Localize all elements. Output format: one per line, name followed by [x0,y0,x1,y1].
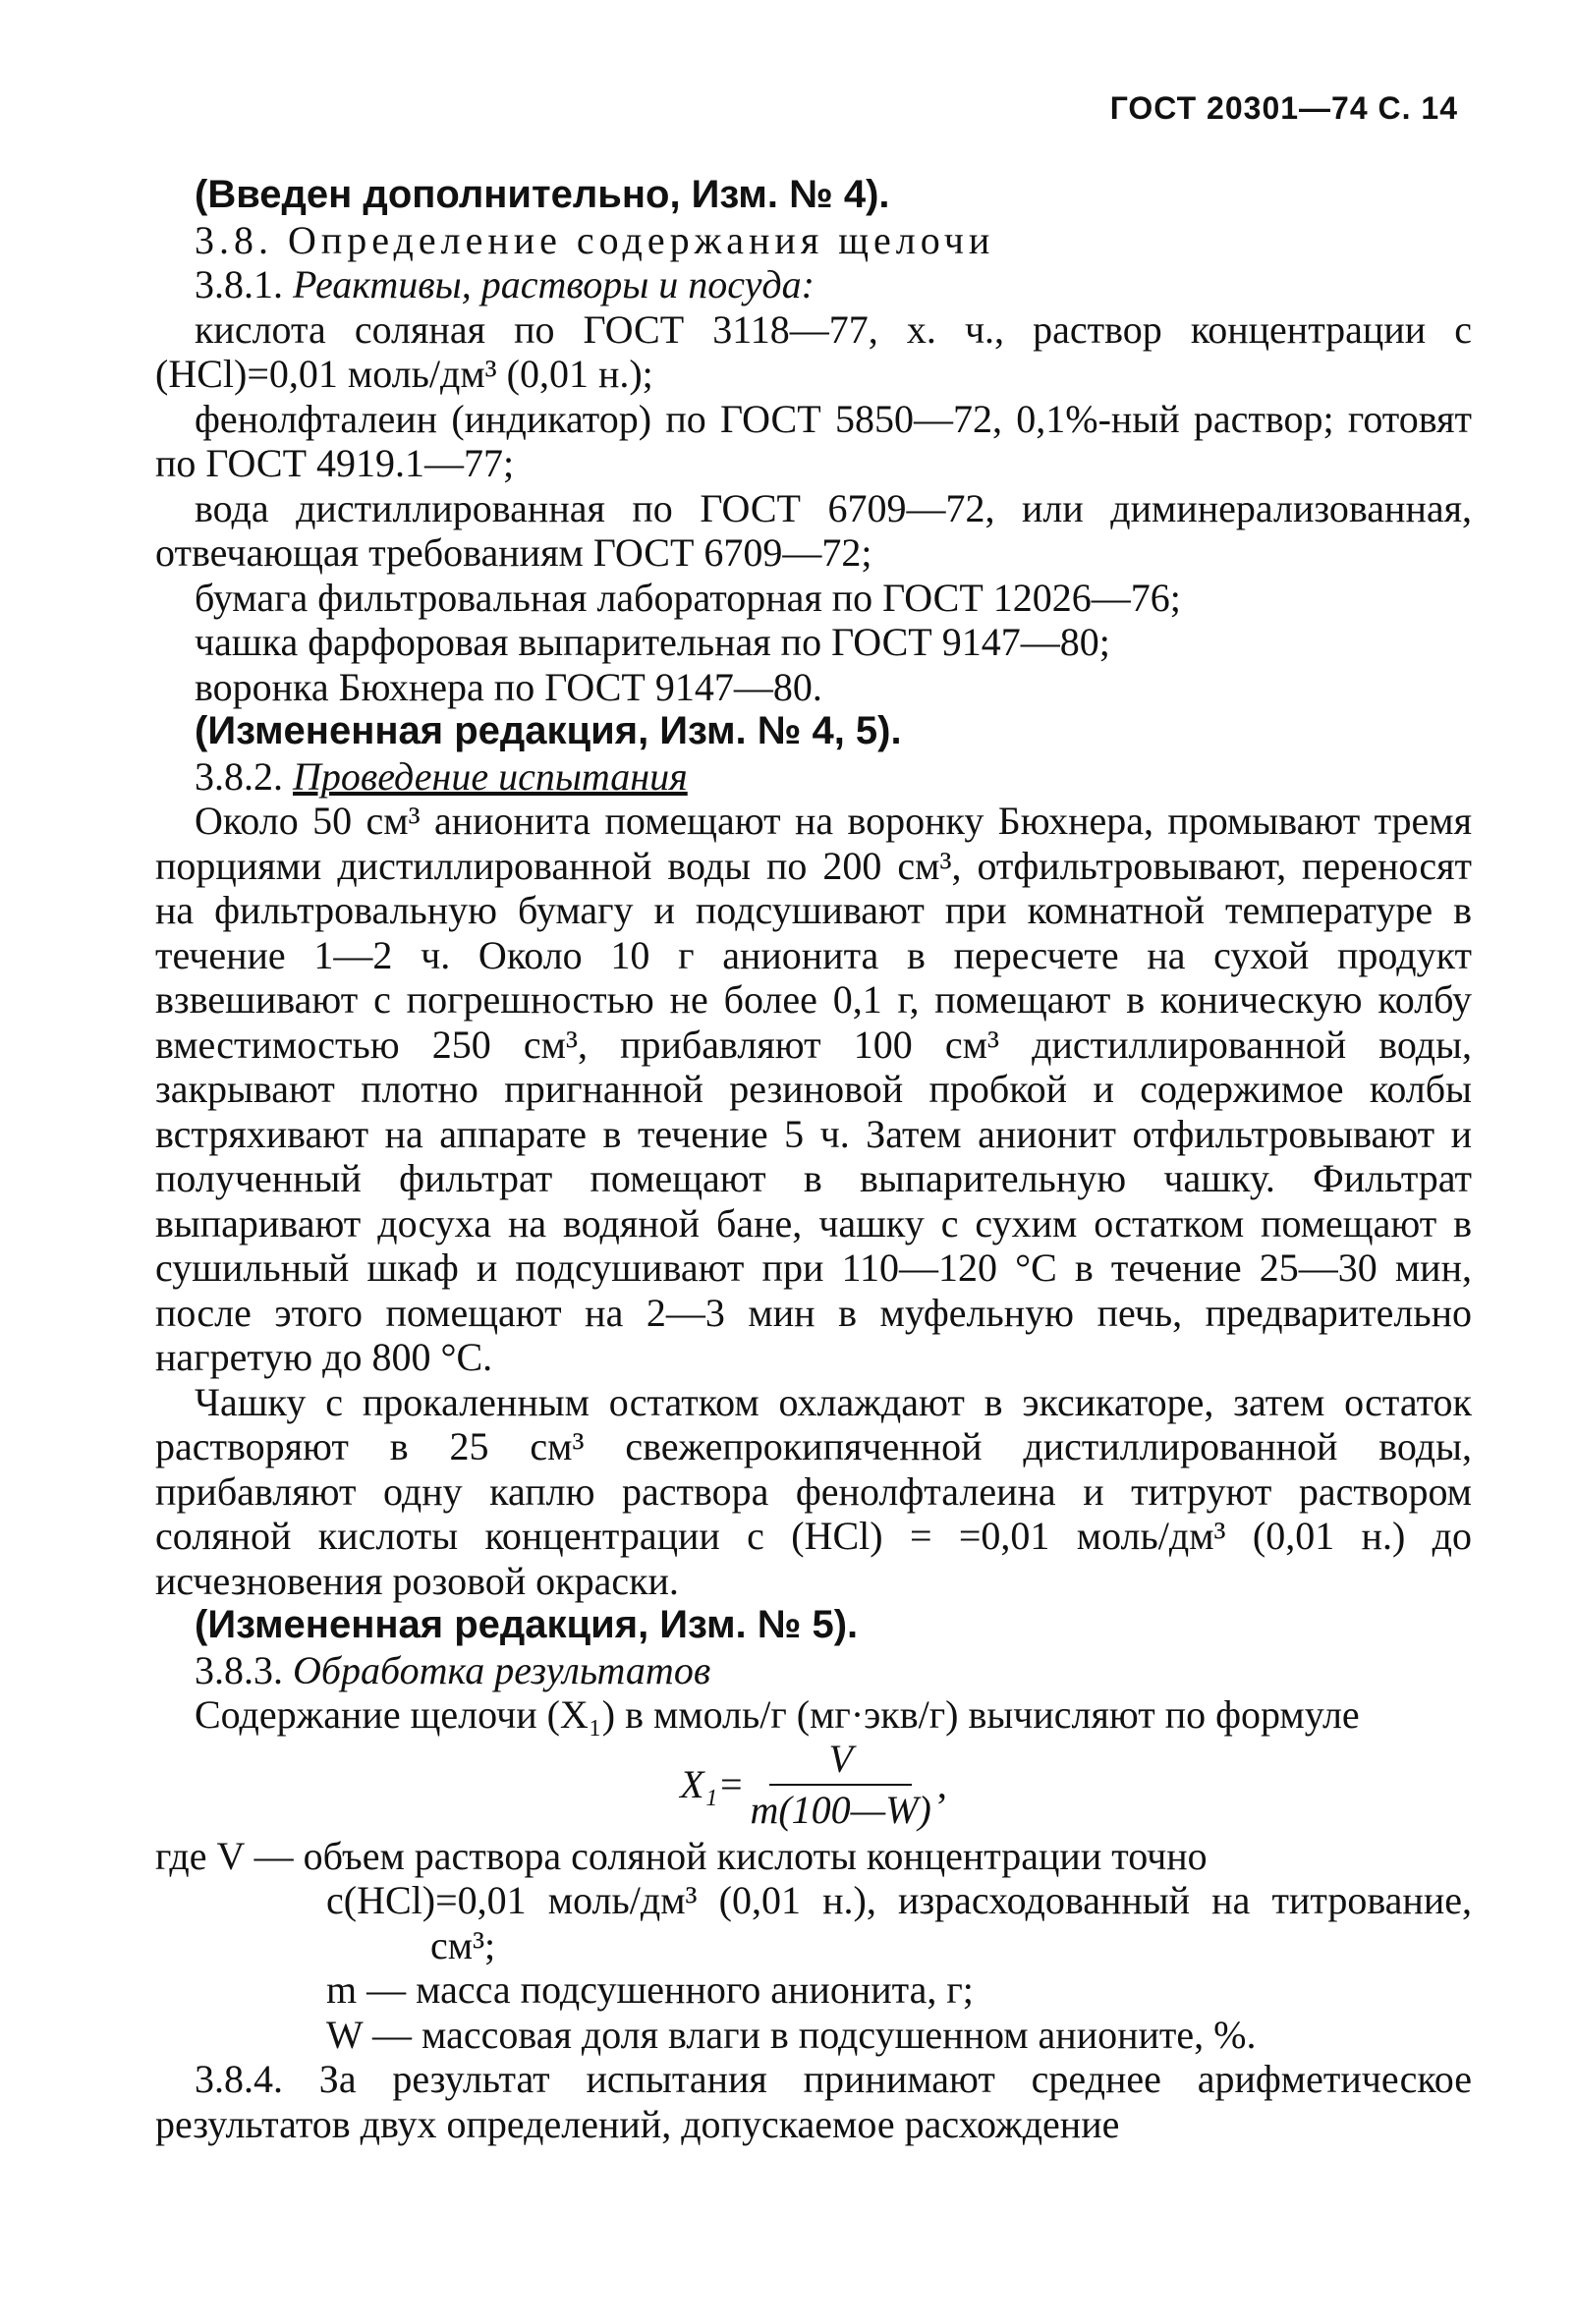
section-3-8-2-number: 3.8.2. [195,753,283,799]
section-3-8-1-number: 3.8.1. [195,262,283,306]
reagent-item: воронка Бюхнера по ГОСТ 9147—80. [195,664,822,709]
page-header: ГОСТ 20301—74 С. 14 [1109,90,1458,126]
section-3-8-2-heading [155,754,1472,800]
formula-denominator: m(100—W) [750,1787,931,1832]
legend-w: W — массовая доля влаги в подсушенном анионите, %. [326,2012,1257,2057]
amendment-note: (Измененная редакция, Изм. № 5). [195,1603,859,1646]
section-3-8-title: 3.8. Определение содержания щелочи [195,217,995,262]
legend-m: m — масса подсушенного анионита, г; [326,1967,974,2012]
reagent-item: вода дистиллированная по ГОСТ 6709—72, или диминерализованная, отвечающая требованиям ГОСТ 6709—72; [155,485,1472,575]
reagent-item: фенолфталеин (индикатор) по ГОСТ 5850—72, 0,1%-ный раствор; готовят по ГОСТ 4919.1—77; [155,396,1472,485]
procedure-paragraph: Около 50 см³ анионита помещают на воронку Бюхнера, промывают тремя порциями дистиллированной воды по 200 см³, отфильтровывают, переносят на фильтровальную бумагу и подсушивают при комнатной температуре в течение 1—2 ч. Около 10 г анионита в пересчете на сухой продукт взвешивают с погрешностью не более 0,1 г, помещают в коническую колбу вместимостью 250 см³, прибавляют 100 см³ дистиллированной воды, закрывают плотно пригнанной резиновой пробкой и содержимое колбы встряхивают на аппарате в течение 5 ч. Затем анионит отфильтровывают и полученный фильтрат помещают в выпарительную чашку. Фильтрат выпаривают досуха на водяной бане, чашку с сухим остатком помещают в сушильный шкаф и подсушивают при 110—120 °С в течение 25—30 мин, после этого помещают на 2—3 мин в муфельную печь, предварительно нагретую до 800 °С. [155,799,1472,1379]
reagent-item: кислота соляная по ГОСТ 3118—77, х. ч., раствор концентрации с (HCl)=0,01 моль/дм³ (0,01 н.); [155,306,1472,396]
formula-tail: , [936,1761,947,1806]
amendment-note: (Введен дополнительно, Изм. № 4). [195,173,890,216]
reagent-item: чашка фарфоровая выпарительная по ГОСТ 9147—80; [195,620,1110,664]
formula [155,1737,1472,1832]
section-3-8-3-number: 3.8.3. [195,1647,283,1692]
document-body [155,173,1472,2146]
reagent-item: бумага фильтровальная лабораторная по ГОСТ 12026—76; [195,575,1181,620]
section-3-8-1-title: Реактивы, растворы и посуда: [293,262,815,306]
section-3-8-3-heading [155,1648,1472,1693]
section-3-8-1-heading [155,262,1472,307]
formula-fraction [750,1737,930,1832]
formula-lhs: X₁= [680,1761,745,1806]
section-3-8-2-title: Проведение испытания [293,753,688,799]
procedure-paragraph: Чашку с прокаленным остатком охлаждают в эксикаторе, затем остаток растворяют в 25 см³ свежепрокипяченной дистиллированной воды, прибавляют одну каплю раствора фенолфталеина и титруют раствором соляной кислоты концентрации с (HCl) = =0,01 моль/дм³ (0,01 н.) до исчезновения розовой окраски. [155,1379,1472,1603]
formula-intro: Содержание щелочи (X₁) в ммоль/г (мг·экв/г) вычисляют по формуле [195,1692,1360,1737]
formula-numerator: V [769,1737,911,1786]
amendment-note: (Измененная редакция, Изм. № 4, 5). [195,709,902,752]
legend-v-continued: c(HCl)=0,01 моль/дм³ (0,01 н.), израсходованный на титрование, см³; [326,1878,1472,1967]
legend-v: где V — объем раствора соляной кислоты концентрации точно [155,1833,1208,1878]
section-3-8-4-paragraph: 3.8.4. За результат испытания принимают среднее арифметическое результатов двух определений, допускаемое расхождение [155,2057,1472,2146]
section-3-8-3-title: Обработка результатов [293,1647,711,1692]
